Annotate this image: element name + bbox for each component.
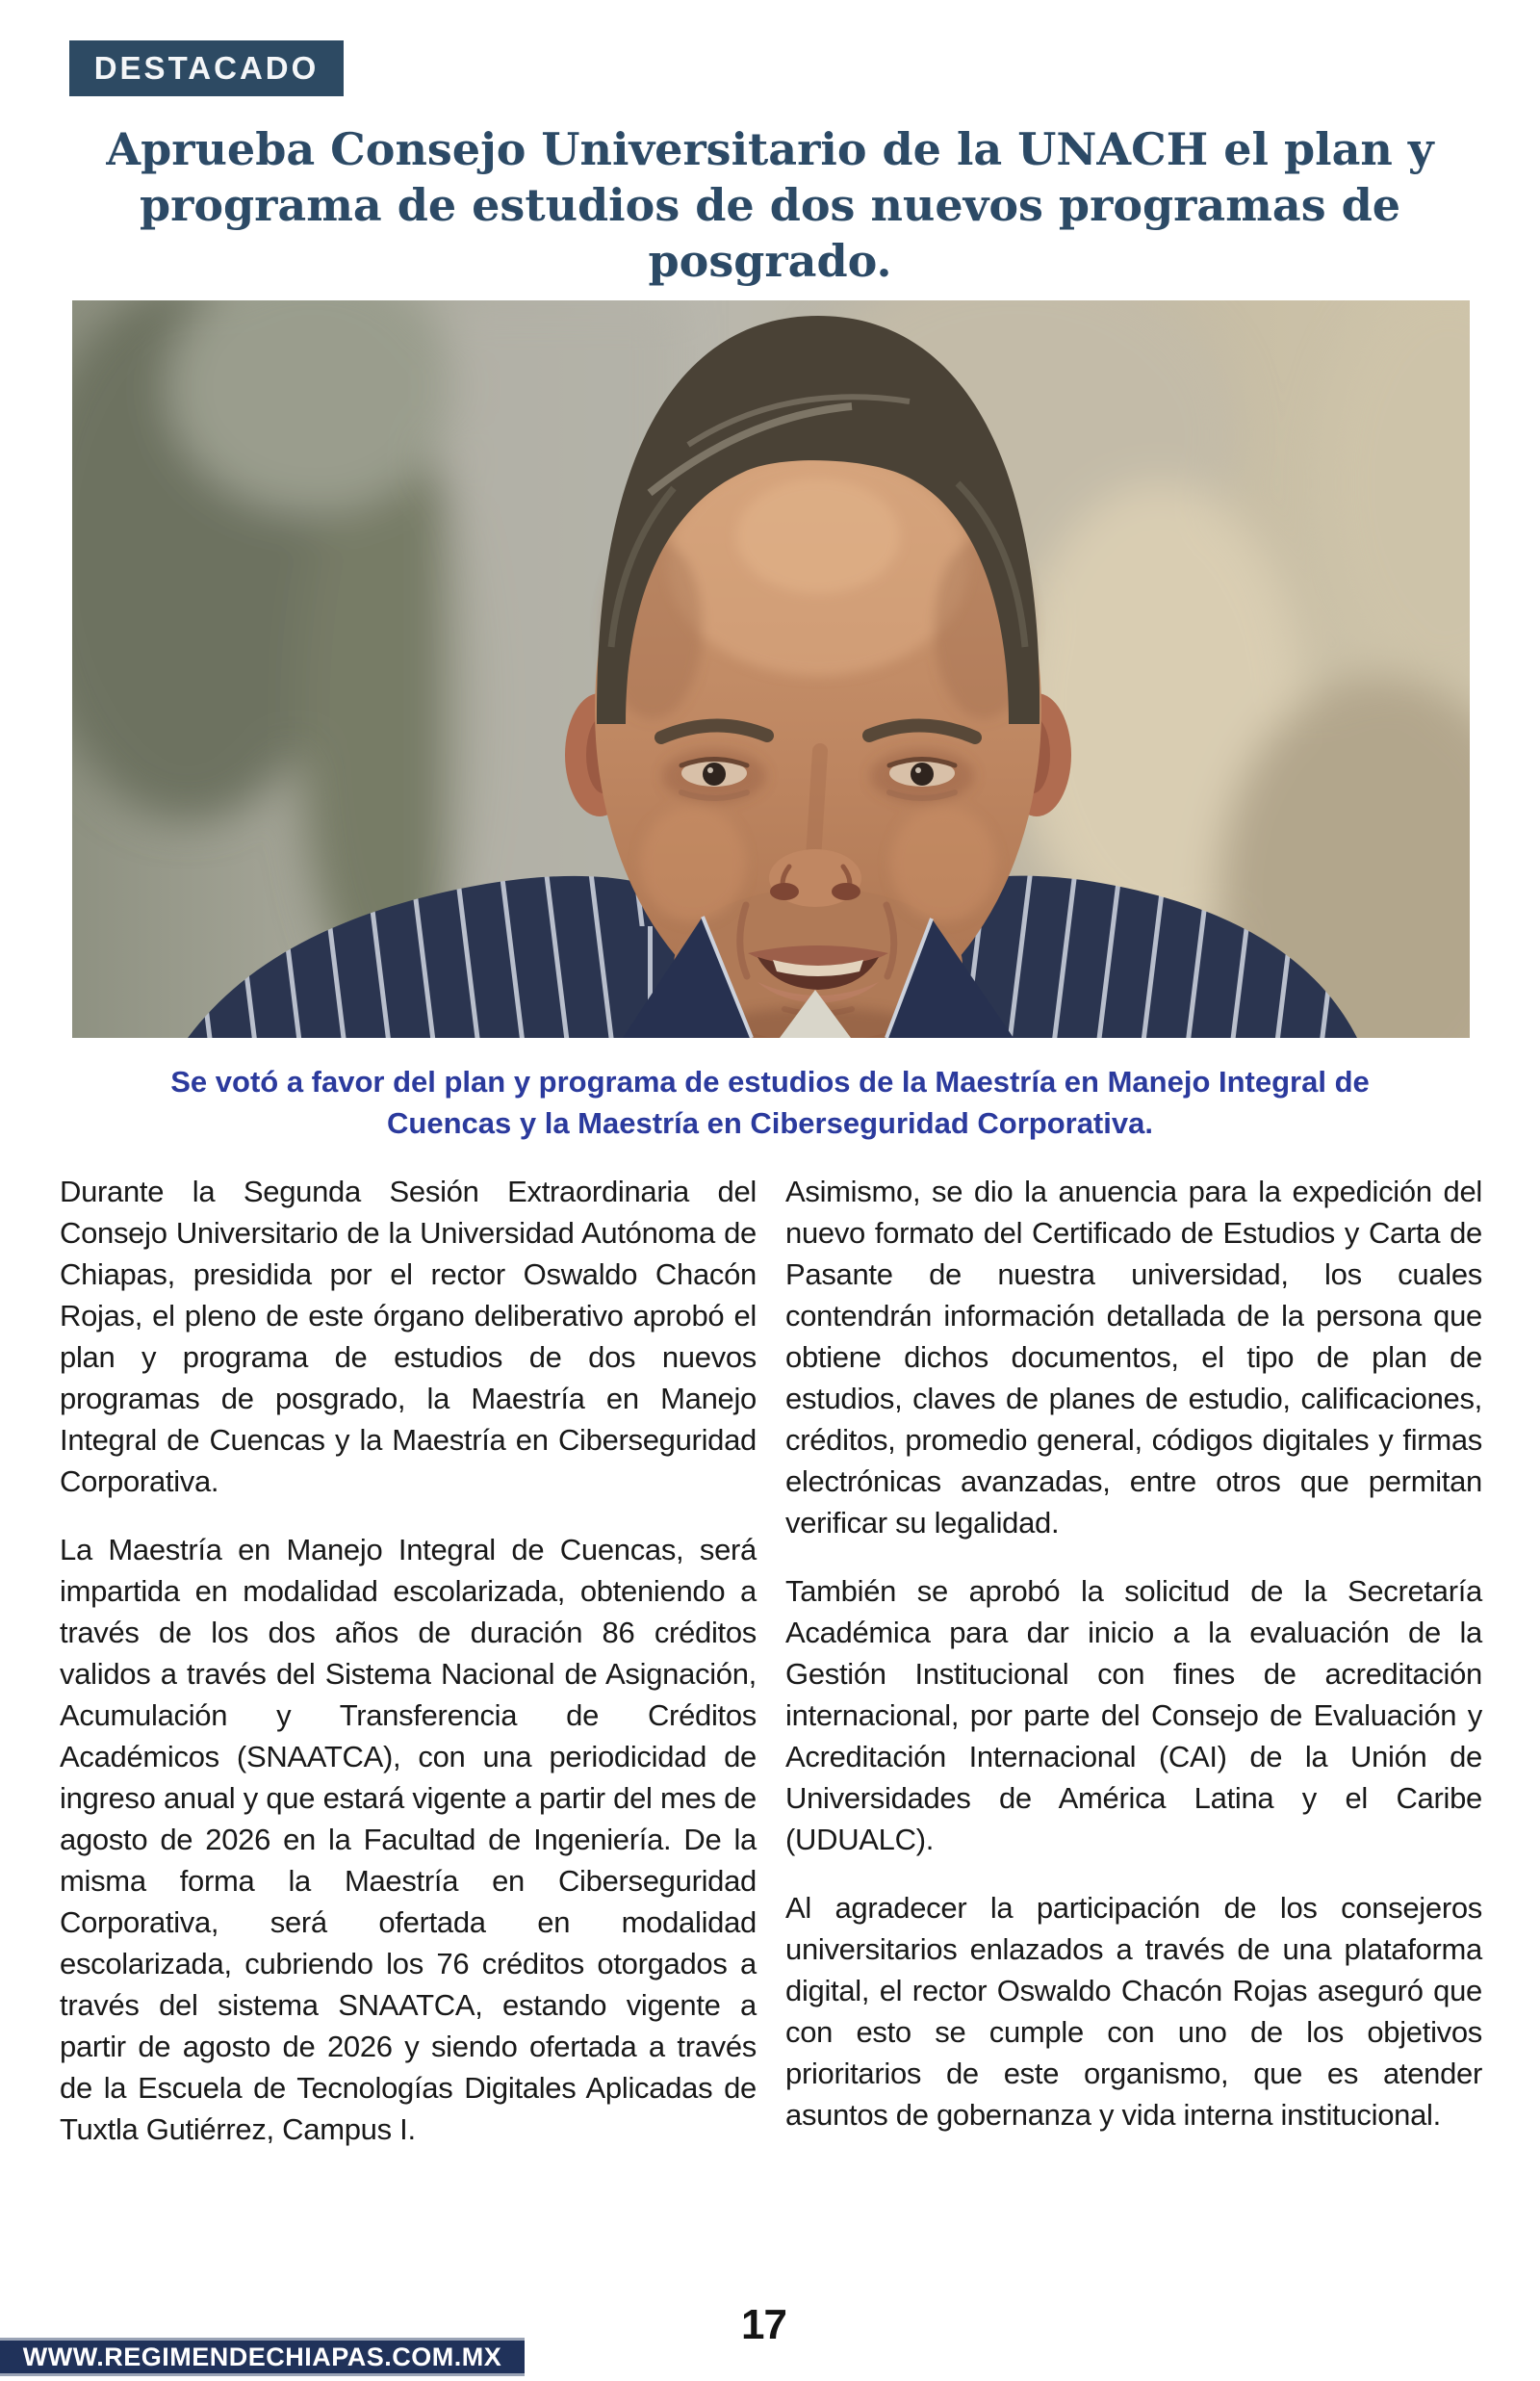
page-number: 17: [741, 2301, 786, 2348]
article-body: [60, 1171, 1482, 2177]
footer-url-bar: [0, 2338, 525, 2376]
paragraph: La Maestría en Manejo Integral de Cuencas, será impartida en modalidad escolarizada, obteniendo a través de los dos años de duración 86 créditos validos a través del Sistema Nacional de Asignación, Acumulación y Transferencia de Créditos Académicos (SNAATCA), con una periodicidad de ingreso anual y que estará vigente a partir del mes de agosto de 2026 en la Facultad de Ingeniería. De la misma forma la Maestría en Ciberseguridad Corporativa, será ofertada en modalidad escolarizada, cubriendo los 76 créditos otorgados a través del sistema SNAATCA, estando vigente a partir de agosto de 2026 y siendo ofertada a través de la Escuela de Tecnologías Digitales Aplicadas de Tuxtla Gutiérrez, Campus I.: [60, 1533, 757, 2146]
article-photo: [72, 300, 1470, 1038]
video-call-portrait: [72, 300, 1470, 1038]
headline-line-2: programa de estudios de dos nuevos programas de posgrado.: [139, 179, 1401, 287]
headline-line-1: Aprueba Consejo Universitario de la UNACH el plan y: [106, 123, 1434, 175]
right-column: [785, 1171, 1482, 2177]
paragraph: Al agradecer la participación de los consejeros universitarios enlazados a través de una plataforma digital, el rector Oswaldo Chacón Rojas aseguró que con esto se cumple con uno de los objetivos prioritarios de este organismo, que es atender asuntos de gobernanza y vida interna institucional.: [785, 1891, 1482, 2132]
caption-line-1: Se votó a favor del plan y programa de estudios de la Maestría en Manejo Integral de: [170, 1065, 1370, 1099]
headline: [43, 121, 1497, 289]
paragraph: Durante la Segunda Sesión Extraordinaria del Consejo Universitario de la Universidad Autónoma de Chiapas, presidida por el rector Oswaldo Chacón Rojas, el pleno de este órgano deliberativo aprobó el plan y programa de estudios de dos nuevos programas de posgrado, la Maestría en Manejo Integral de Cuencas y la Maestría en Ciberseguridad Corporativa.: [60, 1175, 757, 1498]
footer-url: WWW.REGIMENDECHIAPAS.COM.MX: [22, 2342, 502, 2371]
left-column: [60, 1171, 757, 2177]
photo-caption: [58, 1061, 1482, 1144]
caption-line-2: Cuencas y la Maestría en Ciberseguridad Corporativa.: [387, 1106, 1153, 1140]
section-badge: DESTACADO: [69, 40, 344, 96]
paragraph: También se aprobó la solicitud de la Secretaría Académica para dar inicio a la evaluación de la Gestión Institucional con fines de acreditación internacional, por parte del Consejo de Evaluación y Acreditación Internacional (CAI) de la Unión de Universidades de América Latina y el Caribe (UDUALC).: [785, 1574, 1482, 1856]
paragraph: Asimismo, se dio la anuencia para la expedición del nuevo formato del Certificado de Estudios y Carta de Pasante de nuestra universidad, los cuales contendrán información detallada de la persona que obtiene dichos documentos, el tipo de plan de estudios, claves de planes de estudio, calificaciones, créditos, promedio general, códigos digitales y firmas electrónicas avanzadas, entre otros que permitan verificar su legalidad.: [785, 1175, 1482, 1540]
